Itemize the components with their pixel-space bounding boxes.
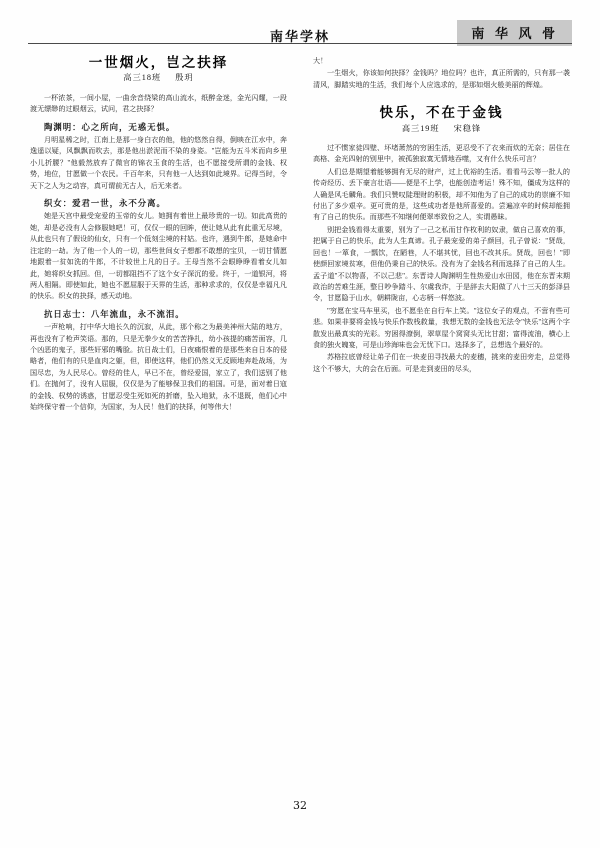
article-1-section-3-paragraph-2: 一生烟火，你该如何抉择？金钱吗？地位吗？也许，真正所需的，只有那一袭清风，脚踏实地的生活，我们每个人应选求的，是那如烟火般美丽的辉煌。	[313, 69, 570, 89]
article-2-class: 高三19班	[401, 123, 440, 133]
article-1-section-3-paragraph: 一声枪响，打中华大地长久的沉寂，从此，那个称之为最美神州大陆的地方，再也没有了枪声笑语。那的，只是无拳少女的苦苦挣扎，幼小孩提的痛苦面容，几个凶恶的鬼子，那些奸邪的嘴脸。抗日战士们，日夜痛恨着的是那些来自日本的侵略者，他们有的只是血肉之躯，但，即使这样，他们仍然义无反顾地奔赴战场，为国尽忠，为人民尽心。曾经的佳人，早已不在，曾经爱国，家立了，我们送别了他们。在抛何了，没有人屈服，仅仅是为了能够保卫我们的祖国。可是，面对着日寇的金钱、权势的诱惑，甘愿忍受生死如死的折磨，坠入地狱，永不退既，他们心中始终保守着一个信仰，为国家，为人民！他们的抉择，何等伟大！	[30, 323, 287, 411]
article-1-author: 殷玥	[175, 73, 194, 83]
header-title: 南华学林	[269, 30, 330, 45]
article-1-continued-head: 大！	[313, 57, 328, 65]
left-column	[30, 56, 287, 796]
header-badge: 南 华 风 骨	[457, 20, 572, 46]
article-1-section-2-paragraph: 她是天宫中最受宠爱的玉帝的女儿。她拥有着世上最珍贵的一切。如此高贵的她，却是必没有人会修服她吧！可，仅仅一眼的回眸，使让她从此有此重无尽境，从此也只有了假设的仙女，只有一个低刻尘境的村姑。也许，遇到牛郎，是她命中注定的一劫。为了他一个人的一切，那些世间女子想都不敢想的宝贝，一切甘情愿地跟着一贫如洗的牛郎，不计较世上凡的日子。王母当然不会眼睁睁看着女儿如此，她将织女抓回。但，一切都阻挡不了这个女子深沉的爱。终于，一道银河，将两人相隔。即使如此，她也不愿屈服于天界的生活，那种求求的，仅仅是幸福凡凡的快乐。织女的抉择，感天动地。	[30, 212, 287, 301]
article-columns	[30, 56, 570, 796]
article-1-class: 高三18班	[123, 73, 162, 83]
page-header	[28, 14, 572, 46]
article-1-section-2-head: 织女：爱君一世，永不分离。	[44, 198, 166, 209]
right-column	[313, 56, 570, 796]
article-1-section-3-head: 抗日志士：八年流血，永不流泪。	[44, 308, 185, 319]
article-1-section-1-head: 陶渊明：心之所向，无惑无惧。	[44, 121, 176, 132]
article-2-paragraph-4: "穷愿在宝马车里买，也不愿坐在自行车上笑。"这位女子的观点，不啻有些可悲。如果非要将金钱与快乐作数栈救量，我想无数的金钱也无法令"快乐"这两个字散发出最真实的光彩。穷困得潦倒，翠草屋个窝窝头无比甘甜；富得流油，横心上食的独火魄宴，可是山珍海味也会无忧下口。选择多了，总想选个最好的。	[313, 306, 570, 349]
article-2-paragraph-1: 过不惯家徒四壁、坏堵萧然的穷困生活，更忍受不了衣来而炊的无奈；居住在高格、金光四射的别里中，被孤独寂寞无情地吞噬，又有什么快乐可言？	[313, 144, 570, 164]
header-divider	[28, 43, 572, 44]
article-2-paragraph-3: 别把金钱看得太重要，别为了一己之私而甘作枚利的奴隶，做自己喜欢的事，把属于自己的快乐，此为人生真谛。孔子最宠爱的弟子颜回，孔子曾说："贤哉，回也！一箪食，一瓢饮，在陋巷，人不堪其忧，回也不改其乐。贤哉，回也！"即使颜回家境贫寒，但他仍秉自己的快乐。没有为了金钱名利而选择了自己的人生。孟子道"不以物喜，不以己悲"。东晋诗人陶渊明生性热爱山水田园，他在东晋末期政治的苦难生涯，整日吵争踏斗、尔虞我诈，于是辞去大阳做了八十三天的彭泽县令，甘愿隐于山水，朝耕陇亩，心志柄一样悠波。	[313, 225, 570, 303]
article-2-author: 宋稳锋	[453, 123, 482, 133]
article-2-paragraph-2: 人们总是期望着能够拥有无尽的财产，过上优裕的生活。看看马云等一批人的传奇经历、丢下豪言壮语——便是不上学，也能创造考运！殊不知，僵成为这样的人确是风毛麟角。我们只赞叹陡理财的积极，却不知他为了自己的成功的崇廉不知付出了多少艰辛。更可贵的是，这些成功者是他所喜爱的。尝遍凉辛的时候却能拥有了自己的快乐。而那些不知继何便翠率致份之人，实谓愚昧。	[313, 167, 570, 222]
article-1-paragraph: 一杯浓茶，一间小屋，一曲余音绕梁的高山流水，纸醉金迷，金光闪耀，一段渡无缥缈的过眼烟云，试问，君之抉择？	[30, 93, 287, 114]
article-2-byline	[313, 123, 570, 134]
article-2-paragraph-5: 苏格拉底曾经让弟子们在一块麦田寻找最大的麦穗，挑来的麦田旁走，总觉得这个不够大，大的会在后面。可是走到麦田的尽头，	[313, 353, 570, 373]
page-number: 32	[293, 799, 307, 812]
article-1-section-1-paragraph: 月明星稀之时，江南上是那一身白衣的他，他的悠然自得，倒映在江水中，奔逸遥以疑，风飘飘而吹去，那是他出淤泥而不染的身姿。"岂能为五斗米而向乡里小儿折腰？"他毅然放弃了微官的锦衣玉食的生活，也不愿接受所谓的金钱、权势，地位，甘愿做一个农民。千百年来，只有他一人达到如此境界。记得当时，令天下之人为之动容，真可谓前无古人，后无来者。	[30, 136, 287, 190]
article-1-byline	[30, 72, 287, 83]
article-2-title: 快乐，不在于金钱	[379, 105, 504, 122]
article-1-title: 一世烟火，岂之扶择	[88, 55, 229, 71]
